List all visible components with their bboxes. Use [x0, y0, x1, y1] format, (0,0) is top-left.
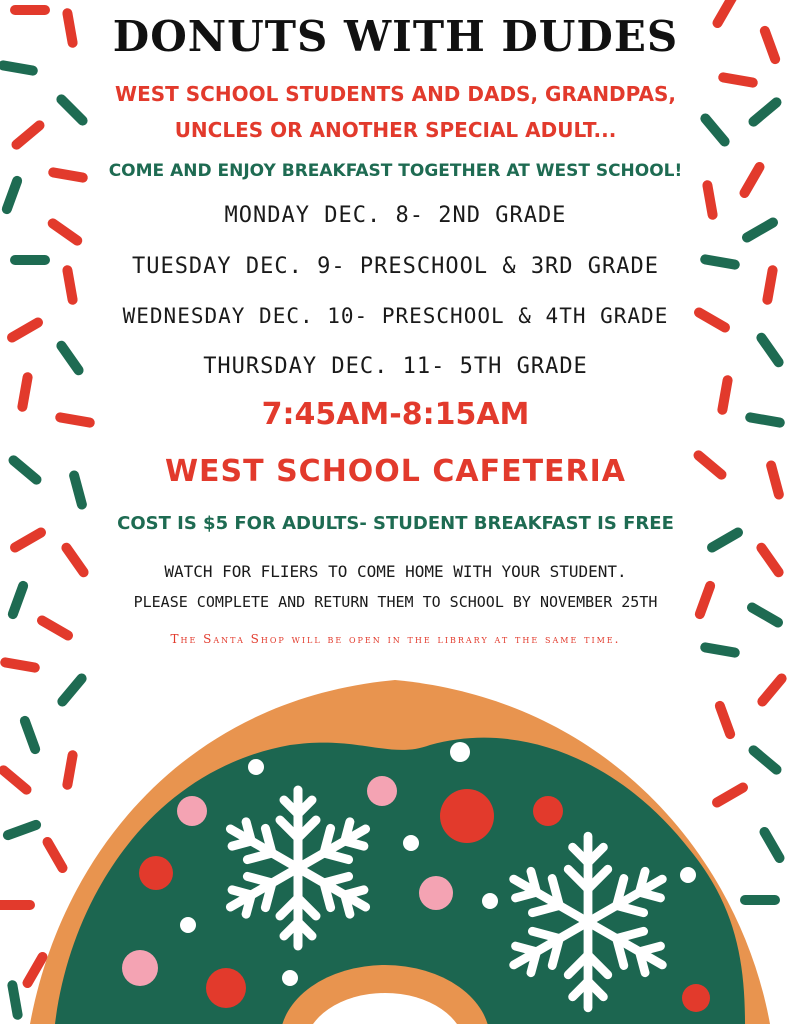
event-time: 7:45AM-8:15AM [261, 397, 530, 432]
tagline: COME AND ENJOY BREAKFAST TOGETHER AT WEST SCHOOL! [108, 161, 683, 181]
schedule-monday: MONDAY DEC. 8- 2ND GRADE [224, 203, 567, 228]
cost-info: COST IS $5 FOR ADULTS- STUDENT BREAKFAST IS FREE [117, 513, 674, 534]
schedule-wednesday: WEDNESDAY DEC. 10- PRESCHOOL & 4TH GRADE [122, 304, 669, 328]
invite-line-2: UNCLES OR ANOTHER SPECIAL ADULT... [174, 118, 617, 142]
flier-note-2: PLEASE COMPLETE AND RETURN THEM TO SCHOOL BY NOVEMBER 25TH [133, 593, 658, 611]
flier-note-1: WATCH FOR FLIERS TO COME HOME WITH YOUR STUDENT. [164, 562, 627, 581]
schedule-thursday: THURSDAY DEC. 11- 5TH GRADE [203, 354, 588, 379]
event-location: WEST SCHOOL CAFETERIA [164, 454, 627, 489]
santa-shop-note: The Santa Shop will be open in the library at the same time. [170, 632, 621, 646]
flyer-title: DONUTS WITH DUDES [112, 12, 679, 61]
invite-line-1: WEST SCHOOL STUDENTS AND DADS, GRANDPAS, [115, 82, 676, 106]
schedule-tuesday: TUESDAY DEC. 9- PRESCHOOL & 3RD GRADE [131, 254, 660, 279]
